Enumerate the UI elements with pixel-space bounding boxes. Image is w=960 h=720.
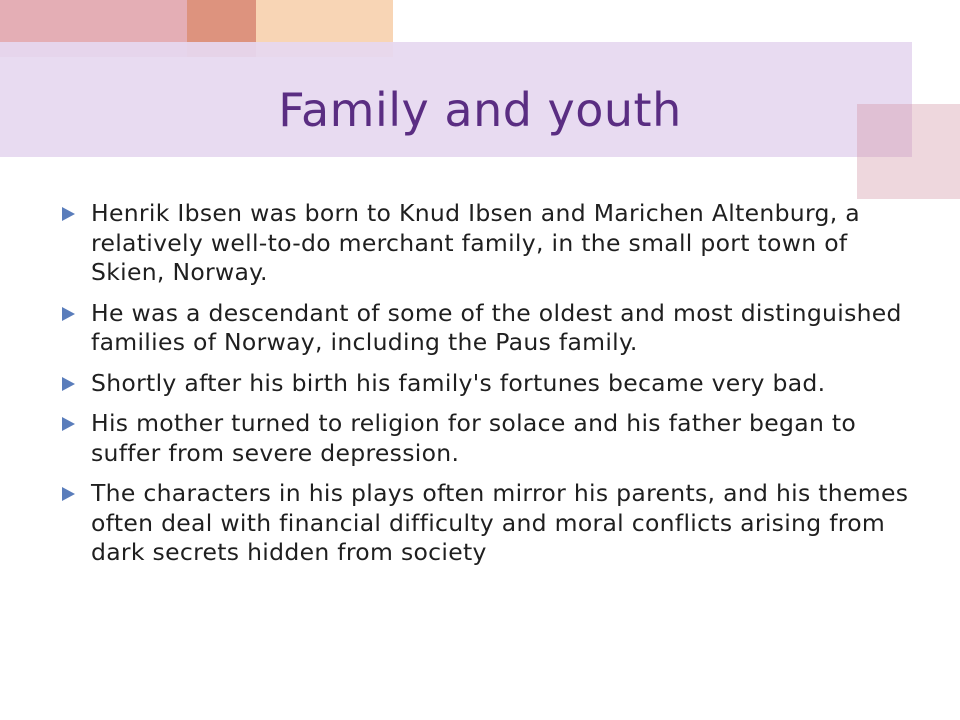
triangle-right-icon (62, 417, 75, 431)
bullet-text: He was a descendant of some of the oldest and most distinguished families of Norway, including the Paus family. (91, 298, 902, 356)
triangle-right-icon (62, 307, 75, 321)
bullet-item (62, 479, 922, 568)
bullet-text: Henrik Ibsen was born to Knud Ibsen and Marichen Altenburg, a relatively well-to-do merchant family, in the small port town of Skien, Norway. (91, 199, 860, 286)
bullet-list (62, 199, 922, 579)
triangle-right-icon (62, 487, 75, 501)
bullet-item (62, 409, 922, 468)
triangle-right-icon (62, 207, 75, 221)
bullet-item (62, 299, 922, 358)
bullet-item (62, 369, 922, 399)
bullet-item (62, 199, 922, 288)
bullet-text: Shortly after his birth his family's fortunes became very bad. (91, 368, 826, 397)
bullet-text: His mother turned to religion for solace and his father began to suffer from severe depression. (91, 409, 857, 467)
triangle-right-icon (62, 377, 75, 391)
bullet-text: The characters in his plays often mirror his parents, and his themes often deal with financial difficulty and moral conflicts arising from dark secrets hidden from society (91, 479, 909, 566)
slide-title: Family and youth (278, 83, 682, 137)
